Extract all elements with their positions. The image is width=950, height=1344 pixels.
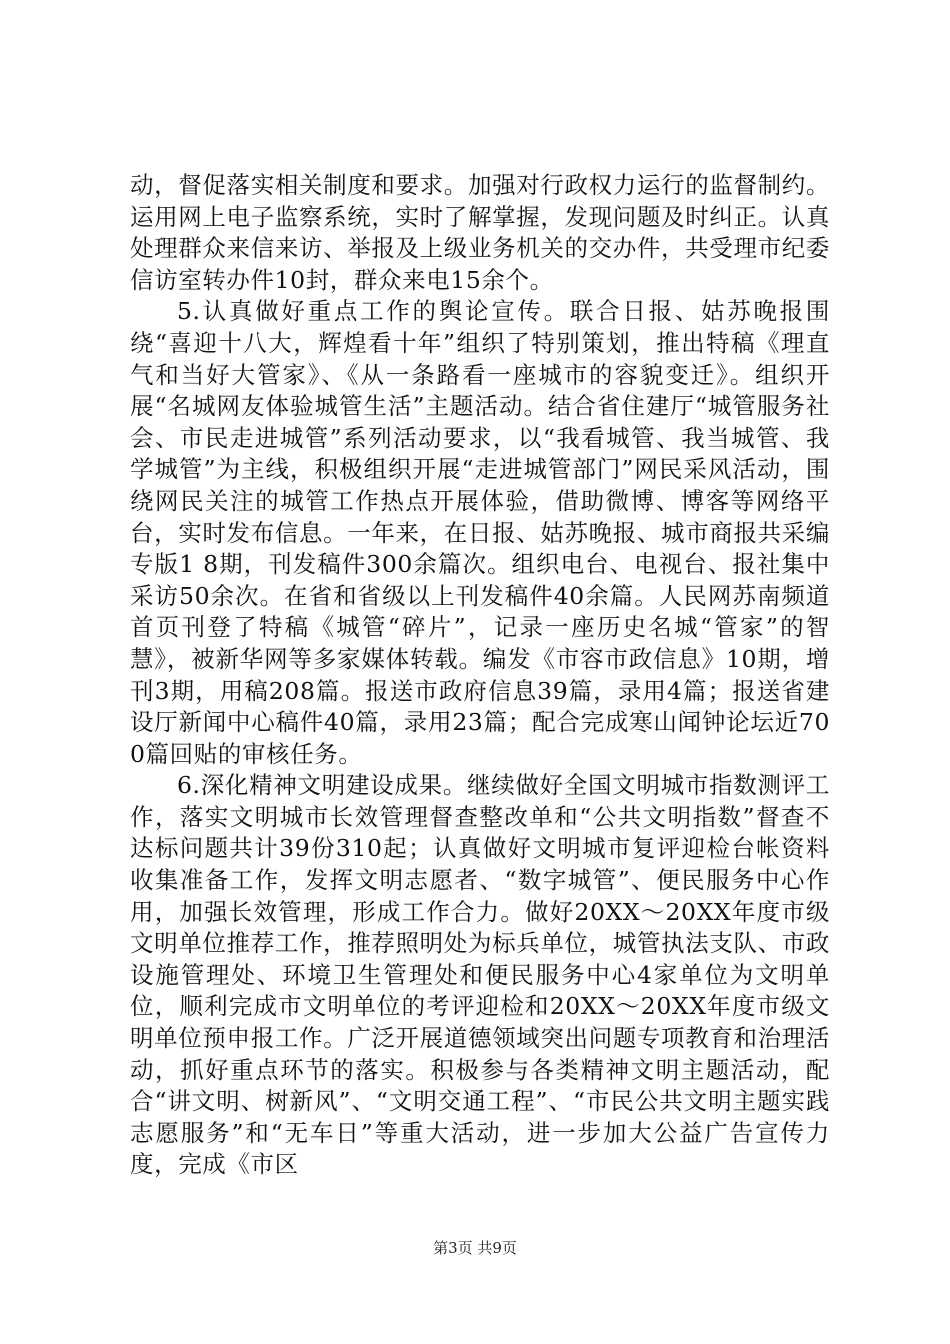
page-footer xyxy=(0,1238,950,1258)
paragraph-item-6-civilization: 6.深化精神文明建设成果。继续做好全国文明城市指数测评工作，落实文明城市长效管理督查整改单和“公共文明指数”督查不达标问题共计39份310起；认真做好文明城市复评迎检台帐资料收集准备工作，发挥文明志愿者、“数字城管”、便民服务中心作用，加强长效管理，形成工作合力。做好20XX～20XX年度市级文明单位推荐工作，推荐照明处为标兵单位，城管执法支队、市政设施管理处、环境卫生管理处和便民服务中心4家单位为文明单位，顺利完成市文明单位的考评迎检和20XX～20XX年度市级文明单位预申报工作。广泛开展道德领域突出问题专项教育和治理活动，抓好重点环节的落实。积极参与各类精神文明主题活动，配合“讲文明、树新风”、“文明交通工程”、“市民公共文明主题实践志愿服务”和“无车日”等重大活动，进一步加大公益广告宣传力度，完成《市区 xyxy=(130,771,830,1179)
page-number-label: 第3页 共9页 xyxy=(433,1239,517,1257)
document-body xyxy=(130,170,830,1181)
paragraph-item-5-publicity: 5.认真做好重点工作的舆论宣传。联合日报、姑苏晚报围绕“喜迎十八大，辉煌看十年”组织了特别策划，推出特稿《理直气和当好大管家》、《从一条路看一座城市的容貌变迁》。组织开展“名城网友体验城管生活”主题活动。结合省住建厅“城管服务社会、市民走进城管”系列活动要求，以“我看城管、我当城管、我学城管”为主线，积极组织开展“走进城管部门”网民采风活动，围绕网民关注的城管工作热点开展体验，借助微博、博客等网络平台，实时发布信息。一年来，在日报、姑苏晚报、城市商报共采编专版1 8期，刊发稿件300余篇次。组织电台、电视台、报社集中采访50余次。在省和省级以上刊发稿件40余篇。人民网苏南频道首页刊登了特稿《城管“碎片”，记录一座历史名城“管家”的智慧》，被新华网等多家媒体转载。编发《市容市政信息》10期，增刊3期，用稿208篇。报送市政府信息39篇，录用4篇；报送省建设厅新闻中心稿件40篇，录用23篇；配合完成寒山闻钟论坛近700篇回贴的审核任务。 xyxy=(130,297,830,768)
paragraph-continuation: 动，督促落实相关制度和要求。加强对行政权力运行的监督制约。运用网上电子监察系统，实时了解掌握，发现问题及时纠正。认真处理群众来信来访、举报及上级业务机关的交办件，共受理市纪委信访室转办件10封，群众来电15余个。 xyxy=(130,171,830,294)
